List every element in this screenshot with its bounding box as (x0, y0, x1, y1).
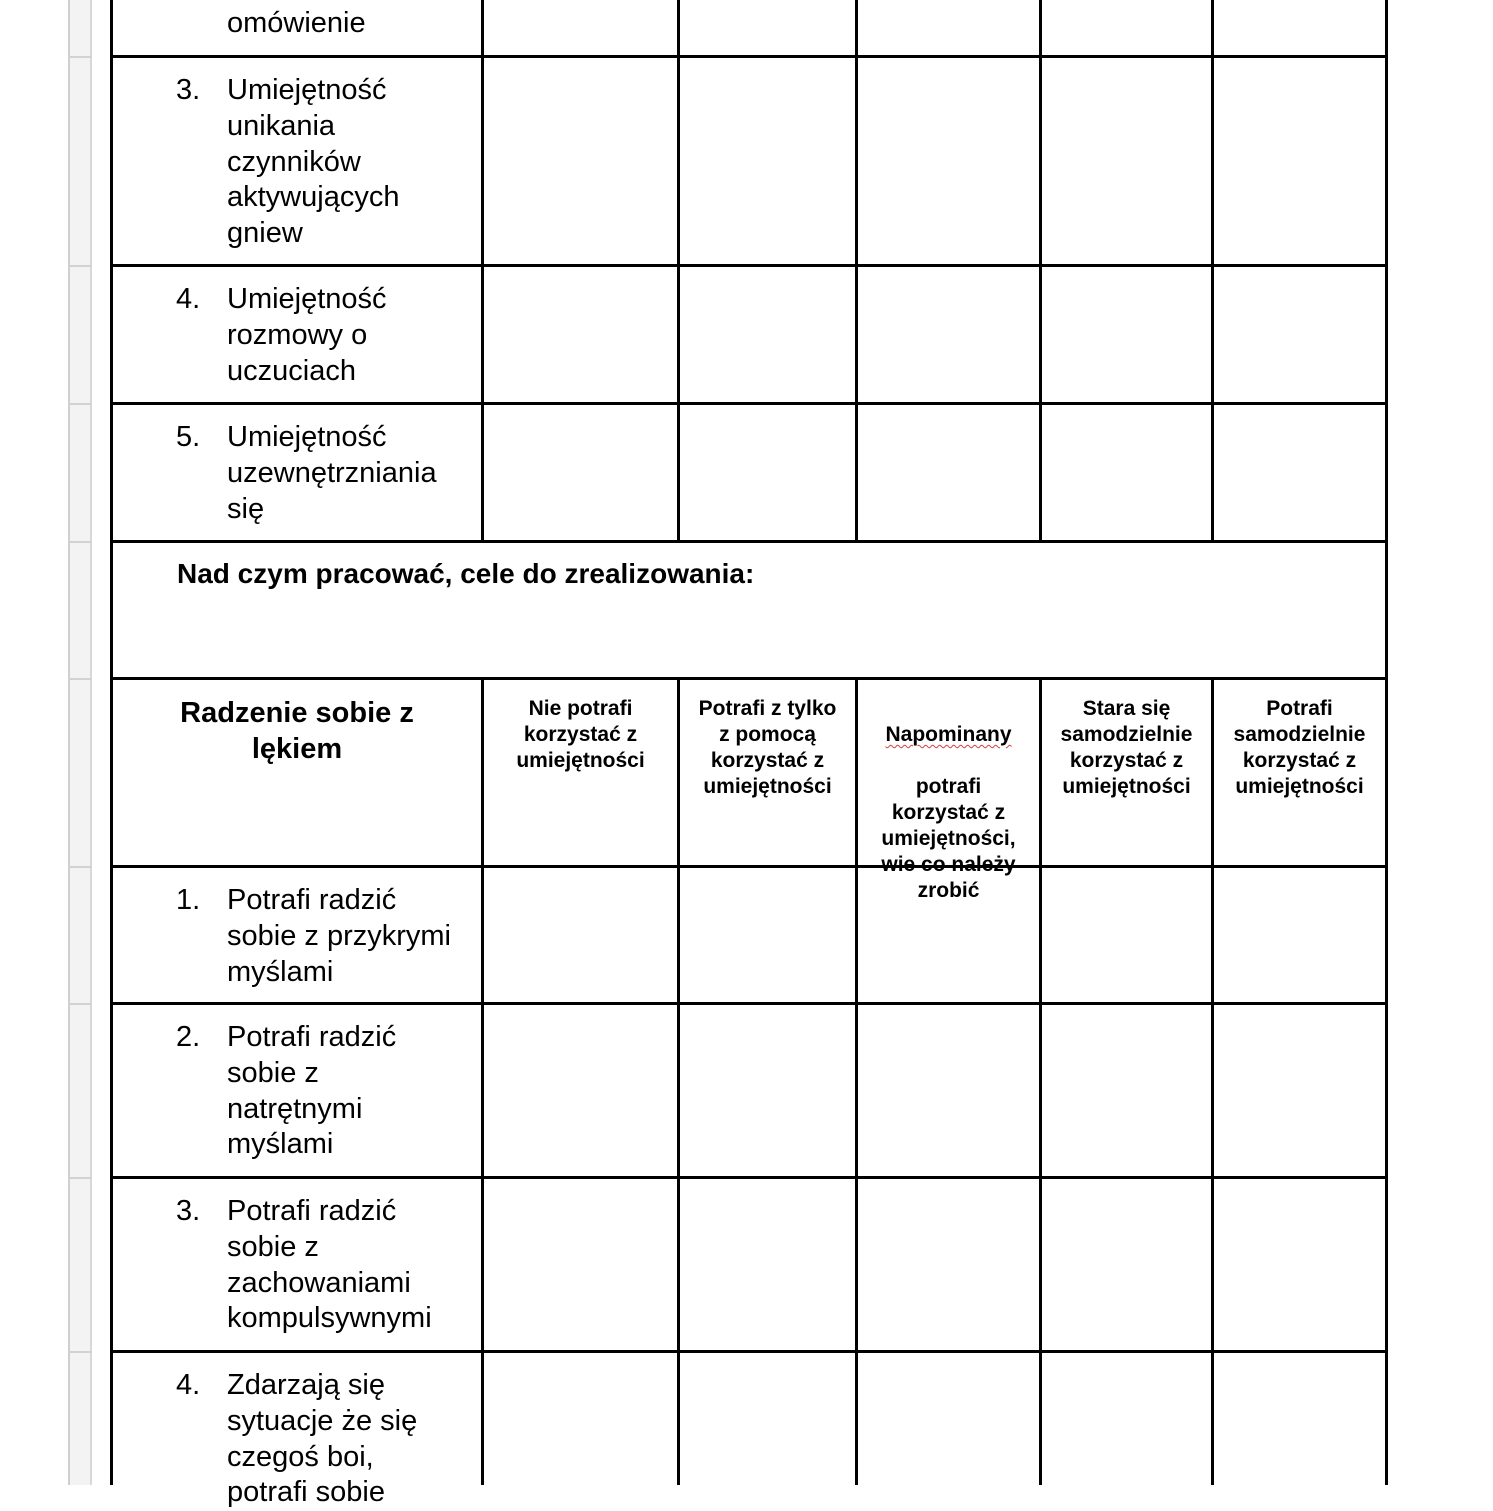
table-row-border (111, 402, 1388, 405)
list-item-text: Potrafi radzić sobie z natrętnymi myślami (227, 1021, 397, 1161)
table-row-border (111, 1350, 1388, 1353)
table-row-border (111, 540, 1388, 543)
table-col-border (481, 678, 484, 1485)
table-row-border (111, 865, 1388, 868)
goals-label: Nad czym pracować, cele do zrealizowania: (177, 558, 755, 589)
table-row-border (111, 55, 1388, 58)
list-item-number: 1. (176, 884, 201, 916)
list-item-text: Umiejętność uzewnętrzniania się (227, 421, 437, 525)
column-header: Potrafi z tylko z pomocą korzystać z umiejętności (698, 697, 837, 798)
list-item-number: 3. (176, 1195, 201, 1227)
list-item-text: Zdarzają się sytuacje że się czegoś boi, potrafi sobie (227, 1369, 418, 1509)
spellcheck-flagged-word[interactable]: Napominany (885, 723, 1012, 746)
table-col-border (1211, 0, 1214, 542)
list-item-text: Potrafi radzić sobie z przykrymi myślami (227, 884, 451, 988)
list-item-number: 3. (176, 74, 201, 106)
list-item-number: 4. (176, 283, 201, 315)
table-col-border (855, 0, 858, 542)
table-col-border (1039, 0, 1042, 542)
column-header: Nie potrafi korzystać z umiejętności (516, 697, 645, 772)
table-row-border (111, 264, 1388, 267)
section-title: Radzenie sobie z lękiem (180, 697, 414, 765)
list-item-text: Umiejętność rozmowy o uczuciach (227, 283, 387, 387)
column-header-text: potrafi korzystać z umiejętności, wie co należy zrobić (881, 775, 1016, 902)
column-header: Stara się samodzielnie korzystać z umiejętności (1060, 697, 1193, 798)
list-item-number: 2. (176, 1021, 201, 1053)
column-header (858, 696, 1039, 904)
list-item-number: 5. (176, 421, 201, 453)
table-col-border (677, 0, 680, 542)
list-item-text: Potrafi radzić sobie z zachowaniami kompulsywnymi (227, 1195, 432, 1335)
column-header: Potrafi samodzielnie korzystać z umiejętności (1233, 697, 1366, 798)
list-item-number: 4. (176, 1369, 201, 1401)
list-item-text: omówienie (227, 7, 366, 39)
list-item-text: Umiejętność unikania czynników aktywujących gniew (227, 74, 400, 250)
table-row-border (111, 677, 1388, 680)
table-col-border (1385, 0, 1388, 1485)
table-row-border (111, 1002, 1388, 1005)
table-col-border (481, 0, 484, 542)
table-row-border (111, 1176, 1388, 1179)
